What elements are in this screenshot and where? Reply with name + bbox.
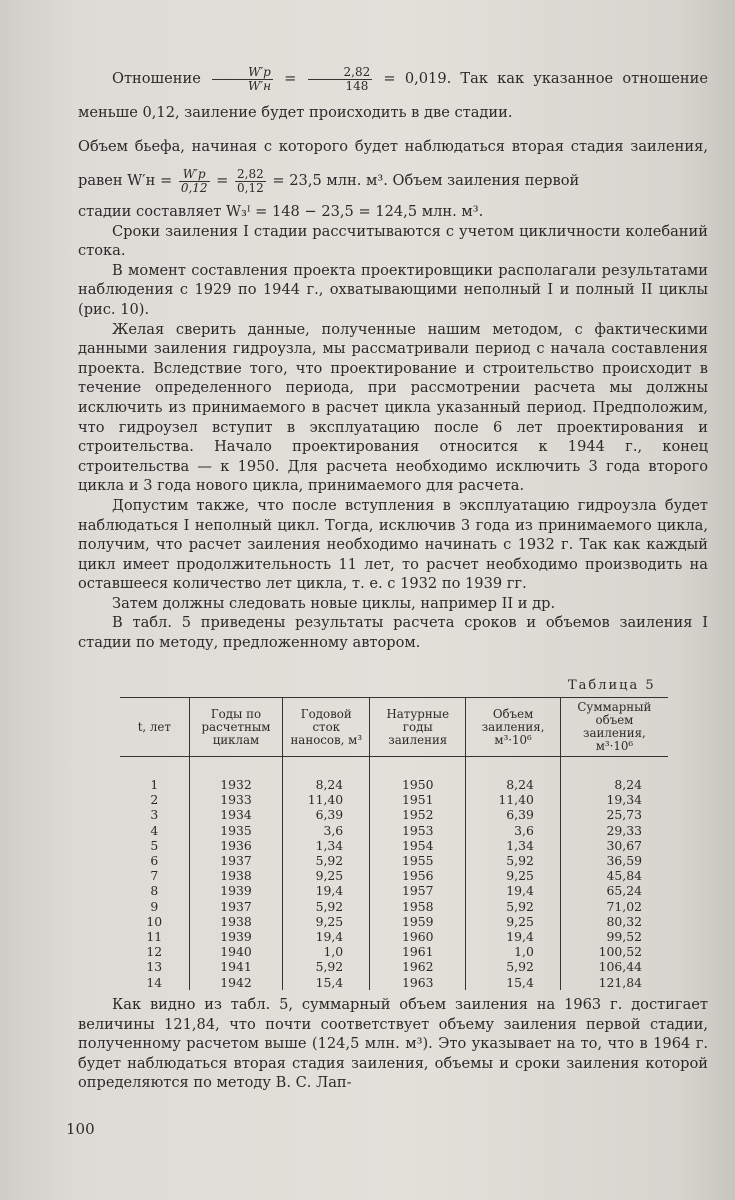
paragraph-ratio: Отношение $\frac{W'р}{W'н}$ = $\frac{2,82}{148}$ = 0,019. Так как указанное отношение меньше 0,12, заиление будет происходить в две стадии. [78,64,709,121]
cell-cycle-year: 1940 [189,944,283,959]
cell-t: 1 [150,777,159,792]
table-row [120,959,668,974]
cell-cumulative: 99,52 [560,929,668,944]
table-caption: Таблица 5 [568,678,656,693]
cell-natural-year: 1954 [370,838,466,853]
paragraph-new-cycles: Затем должны следовать новые циклы, например II и др. [112,594,556,612]
col-header-natural-years: Натурные годы заиления [370,698,466,757]
cell-volume: 9,25 [466,868,560,883]
cell-cumulative: 71,02 [560,899,668,914]
paragraph-timing: Сроки заиления I стадии рассчитываются с учетом цикличности колебаний стока. [78,222,708,260]
cell-runoff: 9,25 [283,868,370,883]
fraction: $\frac{W'р}{W'н}$ [212,66,273,93]
fraction: $\frac{2,82}{148}$ [308,66,373,93]
paragraph-table-intro: В табл. 5 приведены результаты расчета сроков и объемов заиления I стадии по методу, предложенному автором. [78,614,708,652]
cell-cycle-year: 1939 [189,883,283,898]
cell-natural-year: 1958 [370,899,466,914]
cell-natural-year: 1952 [370,807,466,822]
fraction: $\frac{W'р}{0,12}$ [180,166,208,195]
cell-cycle-year: 1938 [189,914,283,929]
cell-volume: 5,92 [466,959,560,974]
table-row [120,899,668,914]
cell-t: 2 [150,792,159,808]
cell-cumulative: 121,84 [560,975,668,990]
cell-volume: 1,34 [466,838,560,853]
cell-t: 6 [150,853,159,869]
cell-cycle-year: 1941 [189,959,283,974]
cell-t: 7 [150,868,159,884]
cell-volume: 3,6 [466,823,560,838]
cell-cycle-year: 1932 [189,777,283,792]
cell-cycle-year: 1936 [189,838,283,853]
cell-runoff: 19,4 [283,929,370,944]
cell-t: 3 [150,807,159,823]
table-row [120,792,668,807]
cell-runoff: 6,39 [283,807,370,822]
cell-cumulative: 8,24 [560,777,668,792]
cell-natural-year: 1956 [370,868,466,883]
cell-runoff: 1,0 [283,944,370,959]
cell-t: 5 [150,837,159,853]
cell-runoff: 11,40 [283,792,370,807]
cell-volume: 11,40 [466,792,560,807]
cell-volume: 15,4 [466,975,560,990]
cell-cumulative: 19,34 [560,792,668,807]
cell-runoff: 5,92 [283,899,370,914]
table-header-row [120,698,668,757]
table-row [120,838,668,853]
cell-cumulative: 80,32 [560,914,668,929]
cell-cumulative: 25,73 [560,807,668,822]
table-row [120,868,668,883]
cell-volume: 19,4 [466,929,560,944]
cell-volume: 6,39 [466,807,560,822]
cell-cycle-year: 1934 [189,807,283,822]
cell-natural-year: 1959 [370,914,466,929]
cell-cycle-year: 1942 [189,975,283,990]
cell-t: 14 [146,974,163,990]
cell-runoff: 5,92 [283,959,370,974]
cell-t: 12 [146,944,163,960]
cell-natural-year: 1961 [370,944,466,959]
table-row [120,823,668,838]
cell-cumulative: 29,33 [560,823,668,838]
cell-volume: 8,24 [466,777,560,792]
cell-cycle-year: 1935 [189,823,283,838]
cell-cycle-year: 1937 [189,899,283,914]
table-row [120,777,668,792]
cell-t: 8 [150,883,159,899]
col-header-cumulative: Суммарный объем заиления, м³·10⁶ [560,698,668,757]
cell-natural-year: 1957 [370,883,466,898]
cell-runoff: 9,25 [283,914,370,929]
table-row [120,944,668,959]
cell-t: 13 [146,959,163,975]
col-header-volume: Объем заиления, м³·10⁶ [466,698,560,757]
cell-runoff: 5,92 [283,853,370,868]
cell-cumulative: 30,67 [560,838,668,853]
cell-runoff: 15,4 [283,975,370,990]
paragraph-observations: В момент составления проекта проектировщики располагали результатами наблюдения с 1929 по 1944 г., охватывающими неполный I и полный II циклы (рис. 10). [78,261,708,318]
siltation-table [120,697,668,990]
cell-natural-year: 1962 [370,959,466,974]
table-spacer-row [120,757,668,778]
cell-volume: 5,92 [466,899,560,914]
paragraph-first-stage-volume: стадии составляет W₃ᴵ = 148 − 23,5 = 124,5 млн. м³. [78,203,484,220]
cell-natural-year: 1963 [370,975,466,990]
table-row [120,883,668,898]
cell-cycle-year: 1937 [189,853,283,868]
page-number: 100 [66,1120,95,1138]
table-row [120,807,668,822]
body-text [78,62,708,653]
cell-runoff: 19,4 [283,883,370,898]
cell-natural-year: 1950 [370,777,466,792]
cell-volume: 19,4 [466,883,560,898]
table-row [120,929,668,944]
paragraph-assumption: Допустим также, что после вступления в эксплуатацию гидроузла будет наблюдаться I неполный цикл. Тогда, исключив 3 года из принимаемого цикла, получим, что расчет заиления необходимо начинать с 1932 г. Так как каждый цикл имеет продолжительность 11 лет, то расчет необходимо производить на оставшееся количество лет цикла, т. е. с 1932 по 1939 гг. [78,496,708,593]
cell-runoff: 1,34 [283,838,370,853]
col-header-cycle-years: Годы по расчетным циклам [189,698,283,757]
cell-natural-year: 1953 [370,823,466,838]
cell-volume: 9,25 [466,914,560,929]
cell-cycle-year: 1939 [189,929,283,944]
cell-t: 9 [150,898,159,914]
cell-runoff: 3,6 [283,823,370,838]
paragraph-method-check: Желая сверить данные, полученные нашим методом, с фактическими данными заиления гидроузла, мы рассматривали период с начала составления проекта. Вследствие того, что проектирование и строительство происходит в течение определенного периода, при рассмотрении расчета мы должны исключить из принимаемого в расчет цикла указанный период. Предположим, что гидроузел вступит в эксплуатацию после 6 лет проектирования и строительства. Начало проектирования относится к 1944 г., конец строительства — к 1950. Для расчета необходимо исключить 3 года второго цикла и 3 года нового цикла, принимаемого для расчета. [78,320,708,495]
cell-runoff: 8,24 [283,777,370,792]
col-header-runoff: Годовой сток наносов, м³ [283,698,370,757]
paragraph-conclusion: Как видно из табл. 5, суммарный объем заиления на 1963 г. достигает величины 121,84, что почти соответствует объему заиления первой стадии, полученному расчетом выше (124,5 млн. м³). Это указывает на то, что в 1964 г. будет наблюдаться вторая стадия заиления, объемы и сроки заиления которой определяются по методу В. С. Лап- [78,996,708,1092]
cell-volume: 1,0 [466,944,560,959]
cell-t: 10 [146,913,163,929]
cell-natural-year: 1951 [370,792,466,807]
table-row [120,914,668,929]
table-row [120,853,668,868]
cell-cumulative: 45,84 [560,868,668,883]
table-row [120,975,668,990]
cell-cycle-year: 1933 [189,792,283,807]
cell-cumulative: 100,52 [560,944,668,959]
cell-natural-year: 1960 [370,929,466,944]
cell-t: 11 [146,929,163,945]
cell-volume: 5,92 [466,853,560,868]
cell-cycle-year: 1938 [189,868,283,883]
cell-cumulative: 106,44 [560,959,668,974]
fraction: $\frac{2,82}{0,12}$ [237,166,264,195]
cell-cumulative: 36,59 [560,853,668,868]
paragraph-second-stage: Объем бьефа, начиная с которого будет наблюдаться вторая стадия заиления, равен W′н = $\frac{W'р}{0,12}$ = $\frac{2,82}{0,12}$ = 23,5 млн. м³. Объем заиления первой [78,138,708,195]
cell-cumulative: 65,24 [560,883,668,898]
col-header-t: t, лет [120,698,189,757]
cell-natural-year: 1955 [370,853,466,868]
cell-t: 4 [150,822,159,838]
body-text-after-table [78,995,708,1093]
